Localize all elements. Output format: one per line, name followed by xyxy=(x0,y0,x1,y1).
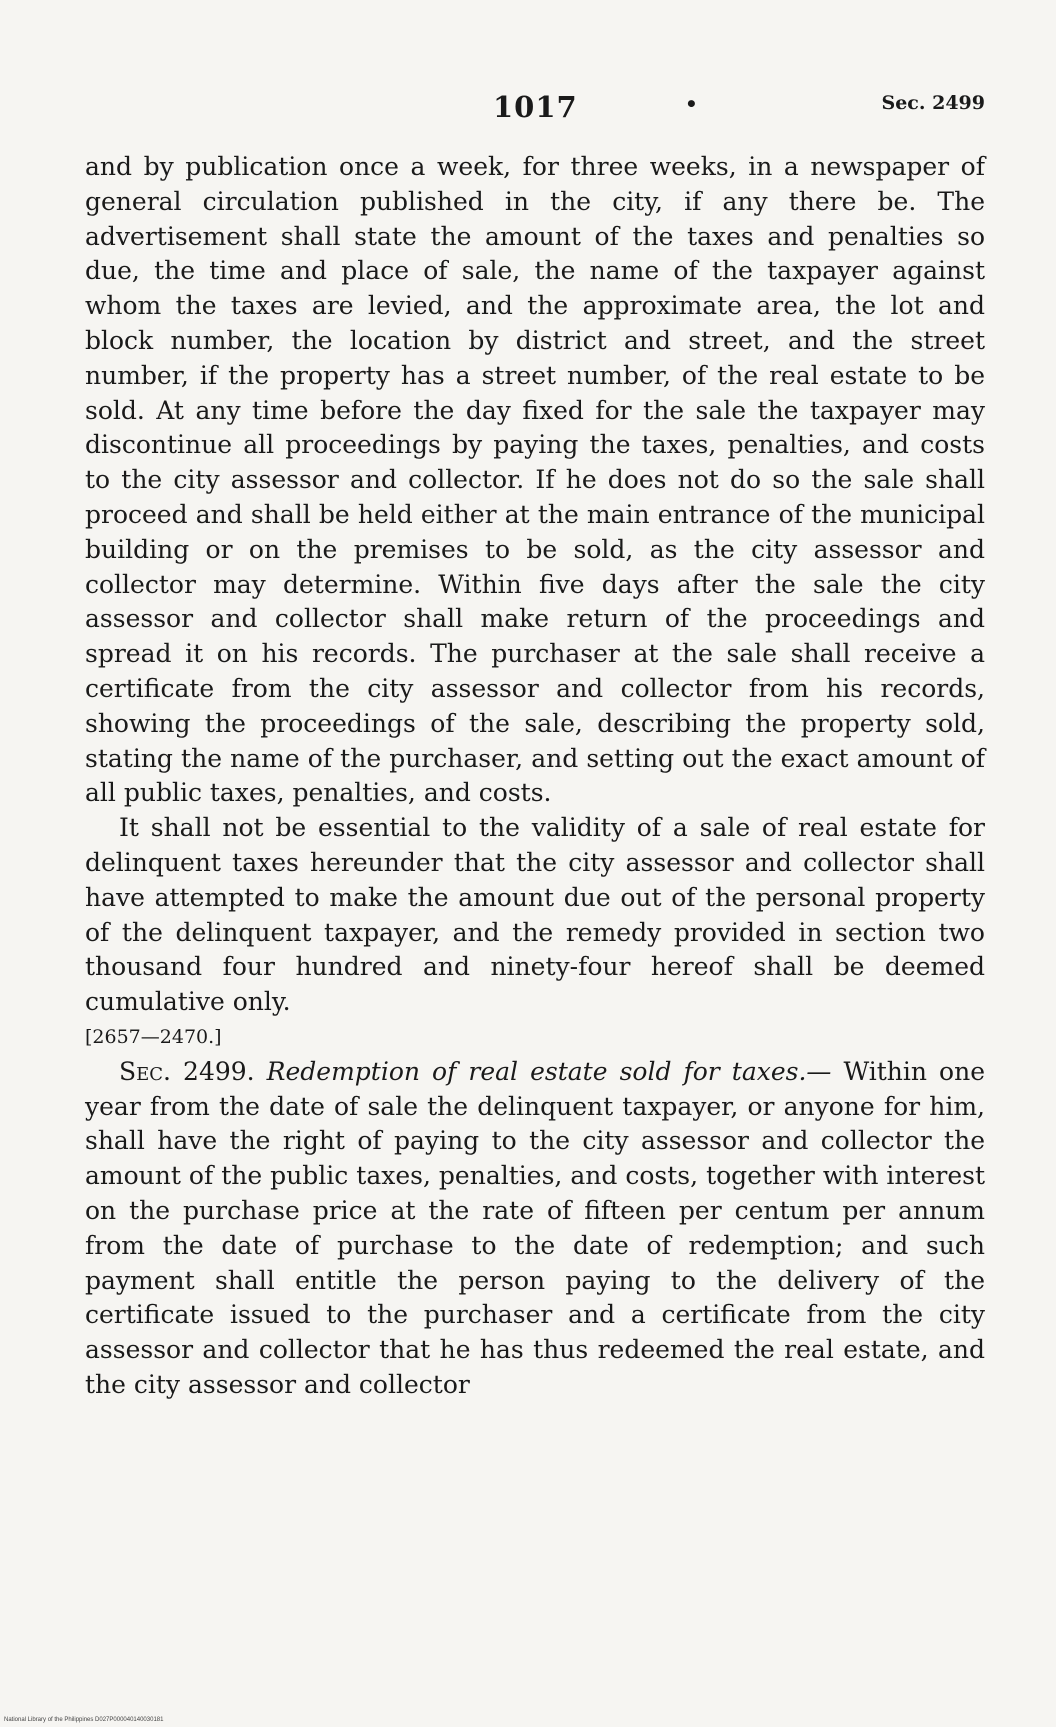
running-section-ref: Sec. 2499 xyxy=(881,92,985,114)
page-header xyxy=(85,90,985,130)
paragraph-continuation: and by publication once a week, for three weeks, in a newspaper of general circulation published in the city, if any there be. The advertisement shall state the amount of the taxes and penalties so due, the time and place of sale, the name of the taxpayer against whom the taxes are levied, and the approximate area, the lot and block number, the location by district and street, and the street number, if the property has a street number, of the real estate to be sold. At any time before the day fixed for the sale the taxpayer may discontinue all proceedings by paying the taxes, penalties, and costs to the city assessor and collector. If he does not do so the sale shall proceed and shall be held either at the main entrance of the municipal building or on the premises to be sold, as the city assessor and collector may determine. Within five days after the sale the city assessor and collector shall make return of the proceedings and spread it on his records. The purchaser at the sale shall receive a certificate from the city assessor and collector from his records, showing the proceedings of the sale, describing the property sold, stating the name of the purchaser, and setting out the exact amount of all public taxes, penalties, and costs. xyxy=(85,152,985,808)
section-label: Sec. 2499. xyxy=(119,1056,255,1086)
section-title: Redemption of real estate sold for taxes.— xyxy=(266,1056,832,1086)
scan-credit: National Library of the Philippines D027P000040140030181 xyxy=(4,1717,164,1723)
page-number: 1017 xyxy=(493,90,578,124)
header-dot: • xyxy=(685,92,698,116)
section-2499-paragraph xyxy=(85,1055,985,1403)
body-text xyxy=(85,150,985,1403)
paragraph-validity: It shall not be essential to the validity of a sale of real estate for delinquent taxes hereunder that the city assessor and collector shall have attempted to make the amount due out of the personal property of the delinquent taxpayer, and the remedy provided in section two thousand four hundred and ninety-four hereof shall be deemed cumulative only. xyxy=(85,813,985,1017)
section-text: Within one year from the date of sale the delinquent taxpayer, or anyone for him, shall have the right of paying to the city assessor and collector the amount of the public taxes, penalties, and costs, together with interest on the purchase price at the rate of fifteen per centum per annum from the date of purchase to the date of redemption; and such payment shall entitle the person paying to the delivery of the certificate issued to the purchaser and a certificate from the city assessor and collector that he has thus redeemed the real estate, and the city assessor and collector xyxy=(85,1056,985,1399)
source-citation: [2657—2470.] xyxy=(85,1025,222,1048)
